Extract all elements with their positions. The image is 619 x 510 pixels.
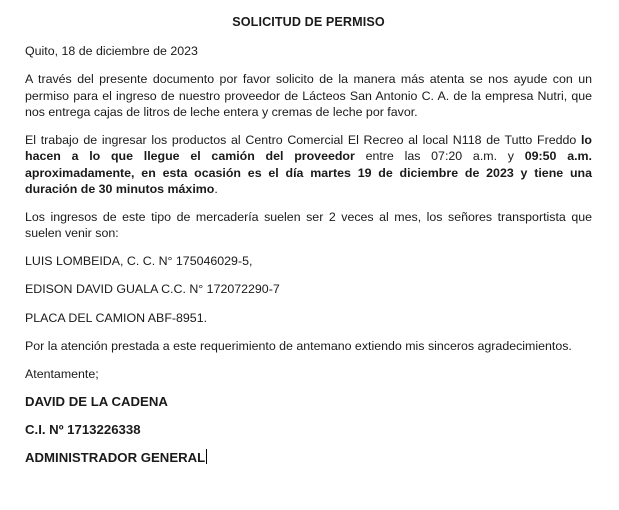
signer-title-line: [25, 449, 592, 467]
truck-plate-line: PLACA DEL CAMION ABF-8951.: [25, 310, 208, 325]
schedule-text-3: .: [214, 182, 218, 196]
signer-name: DAVID DE LA CADENA: [25, 394, 168, 409]
signer-id: C.I. Nº 1713226338: [25, 421, 141, 437]
document-date: Quito, 18 de diciembre de 2023: [25, 43, 198, 58]
transporter-line-2: EDISON DAVID GUALA C.C. N° 172072290-7: [25, 282, 280, 296]
paragraph-thanks: Por la atención prestada a este requerimiento de antemano extiendo mis sinceros agradecimientos.: [25, 339, 572, 353]
schedule-text-1: El trabajo de ingresar los productos al Centro Comercial El Recreo al local N118 de Tutto Freddo: [25, 132, 581, 147]
paragraph-schedule: [25, 132, 592, 198]
transporter-line-1: LUIS LOMBEIDA, C. C. N° 175046029-5,: [25, 253, 253, 268]
document-title: SOLICITUD DE PERMISO: [232, 15, 385, 29]
paragraph-frequency: Los ingresos de este tipo de mercadería suelen ser 2 veces al mes, los señores transportista que suelen venir son:: [25, 209, 592, 240]
schedule-bold-2: 09:50 a.m. aproximadamente, en esta ocasión es el día martes 19 de diciembre de 2023 y tiene una duración de 30 minutos máximo: [25, 149, 592, 196]
closing-line: Atentamente;: [25, 366, 99, 381]
signer-title: ADMINISTRADOR GENERAL: [25, 450, 206, 465]
document-body[interactable]: [25, 14, 592, 478]
text-cursor: [206, 449, 207, 464]
schedule-bold-1: lo hacen a lo que llegue el camión del proveedor: [25, 132, 592, 163]
paragraph-request: A través del presente documento por favor solicito de la manera más atenta se nos ayude con un permiso para el ingreso de nuestro proveedor de Lácteos San Antonio C. A. de la empresa Nutri, que nos entrega cajas de litros de leche entera y cremas de leche por favor.: [25, 72, 592, 119]
schedule-text-2: entre las 07:20 a.m. y: [354, 149, 525, 163]
